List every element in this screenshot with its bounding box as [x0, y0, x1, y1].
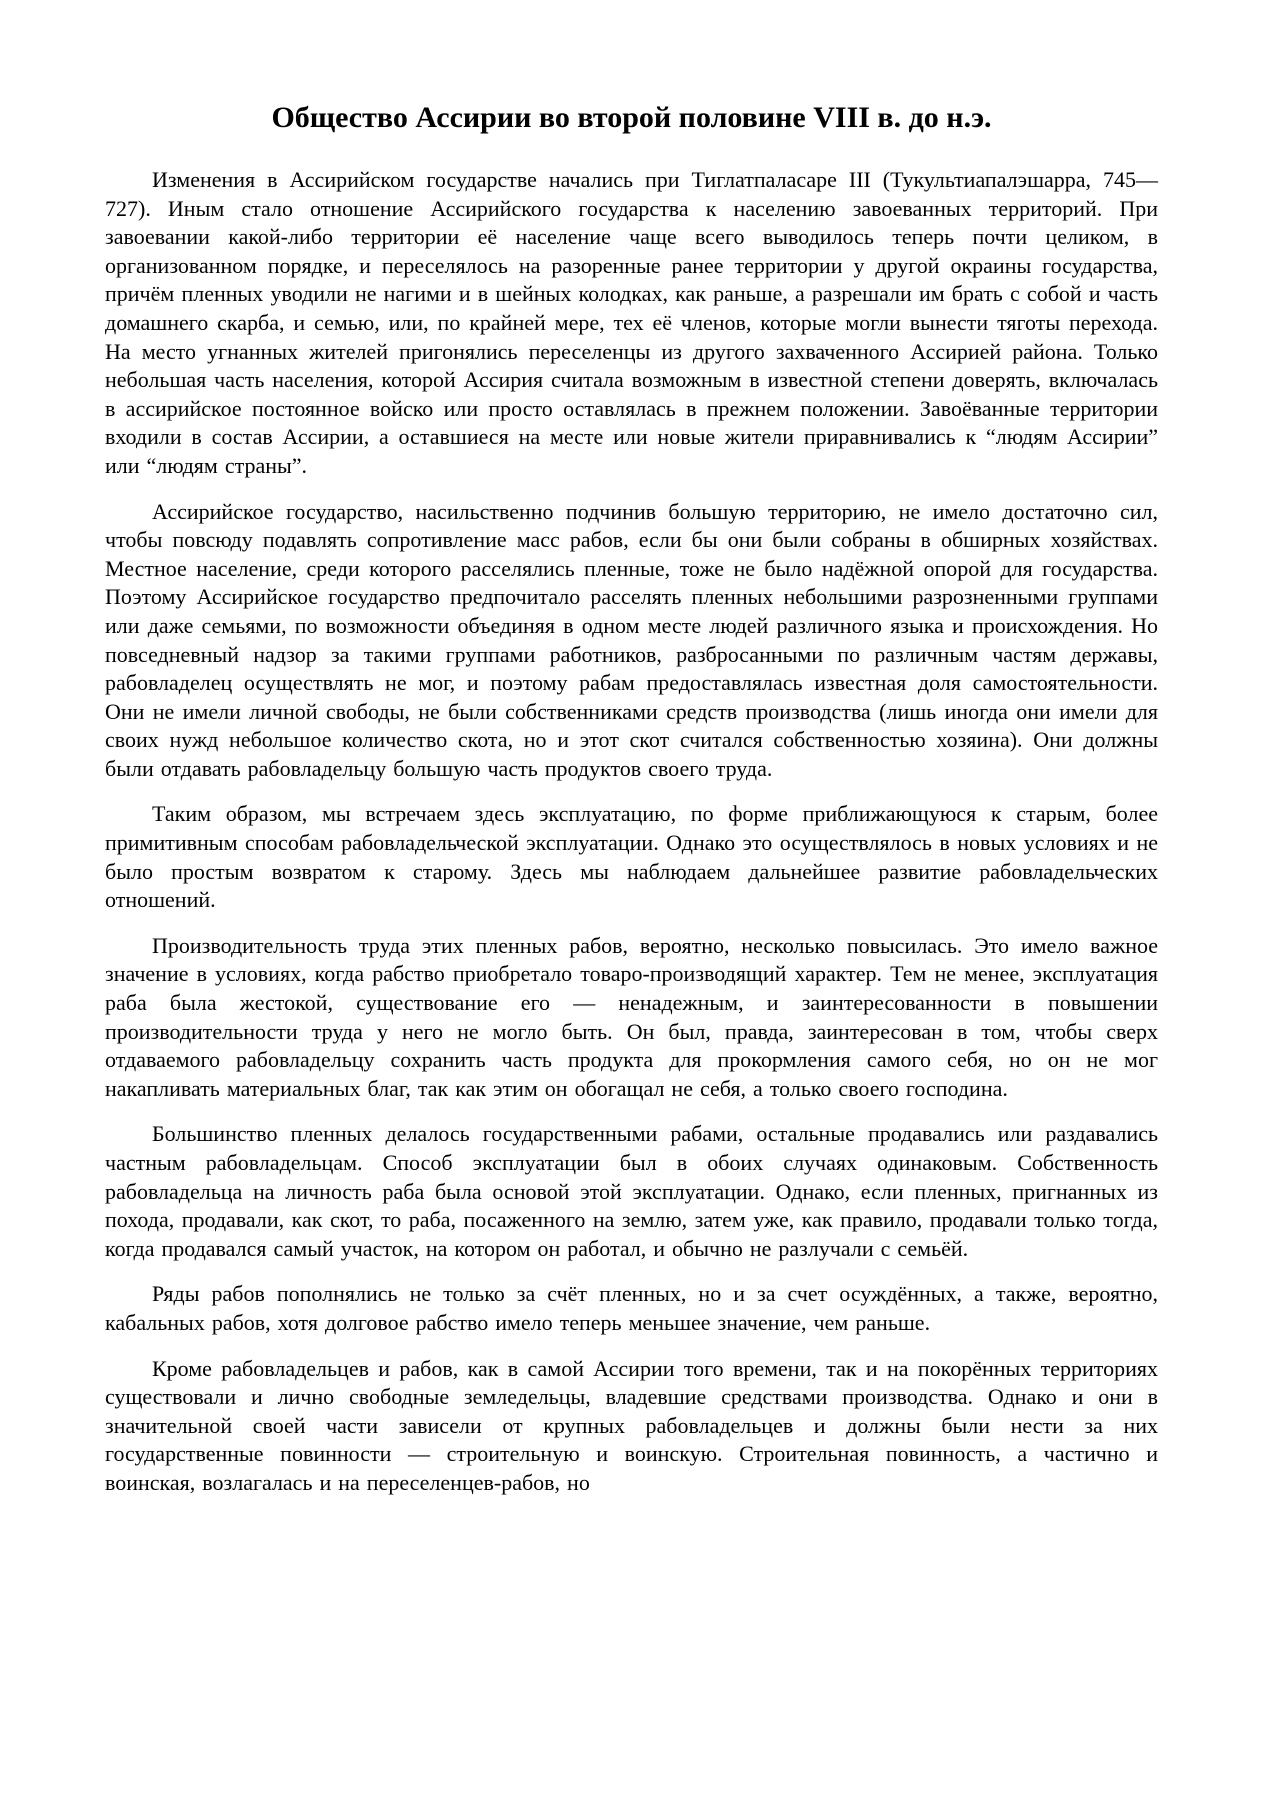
paragraph-4: Производительность труда этих пленных рабов, вероятно, несколько повысилась. Это имело важное значение в условиях, когда рабство приобретало товаро-производящий характер. Тем не менее, эксплуатация раба была жестокой, существование его — ненадежным, и заинтересованности в повышении производительности труда у него не могло быть. Он был, правда, заинтересован в том, чтобы сверх отдаваемого рабовладельцу сохранить часть продукта для прокормления самого себя, но он не мог накапливать материальных благ, так как этим он обогащал не себя, а только своего господина.	[105, 932, 1158, 1101]
paragraph-5: Большинство пленных делалось государственными рабами, остальные продавались или раздавались частным рабовладельцам. Способ эксплуатации был в обоих случаях одинаковым. Собственность рабовладельца на личность раба была основой этой эксплуатации. Однако, если пленных, пригнанных из похода, продавали, как скот, то раба, посаженного на землю, затем уже, как правило, продавали только тогда, когда продавался самый участок, на котором он работал, и обычно не разлучали с семьёй.	[105, 1121, 1158, 1261]
paragraph-2: Ассирийское государство, насильственно подчинив большую территорию, не имело достаточно сил, чтобы повсюду подавлять сопротивление масс рабов, если бы они были собраны в обширных хозяйствах. Местное население, среди которого расселялись пленные, тоже не было надёжной опорой для государства. Поэтому Ассирийское государство предпочитало расселять пленных небольшими разрозненными группами или даже семьями, по возможности объединяя в одном месте людей различного языка и происхождения. Но повседневный надзор за такими группами работников, разбросанными по различным частям державы, рабовладелец осуществлять не мог, и поэтому рабам предоставлялась известная доля самостоятельности. Они не имели личной свободы, не были собственниками средств производства (лишь иногда они имели для своих нужд небольшое количество скота, но и этот скот считался собственностью хозяина). Они должны были отдавать рабовладельцу большую часть продуктов своего труда.	[105, 498, 1158, 781]
paragraph-1: Изменения в Ассирийском государстве начались при Тиглатпаласаре III (Тукультиапалэшарра, 745—727). Иным стало отношение Ассирийского государства к населению завоеванных территорий. При завоевании какой-либо территории её население чаще всего выводилось теперь почти целиком, в организованном порядке, и переселялось на разоренные ранее территории у другой окраины государства, причём пленных уводили не нагими и в шейных колодках, как раньше, а разрешали им брать с собой и часть домашнего скарба, и семью, или, по крайней мере, тех её членов, которые могли вынести тяготы перехода. На место угнанных жителей пригонялись переселенцы из другого захваченного Ассирией района. Только небольшая часть населения, которой Ассирия считала возможным в известной степени доверять, включалась в ассирийское постоянное войско или просто оставлялась в прежнем положении. Завоёванные территории входили в состав Ассирии, а оставшиеся на месте или новые жители приравнивались к “людям Ассирии” или “людям страны”.	[105, 167, 1158, 478]
paragraph-7: Кроме рабовладельцев и рабов, как в самой Ассирии того времени, так и на покорённых территориях существовали и лично свободные земледельцы, владевшие средствами производства. Однако и они в значительной своей части зависели от крупных рабовладельцев и должны были нести за них государственные повинности — строительную и воинскую. Строительная повинность, а частично и воинская, возлагалась и на переселенцев-рабов, но	[105, 1355, 1158, 1495]
document-title: Общество Ассирии во второй половине VIII в. до н.э.	[271, 101, 992, 134]
paragraph-6: Ряды рабов пополнялись не только за счёт пленных, но и за счет осуждённых, а также, вероятно, кабальных рабов, хотя долговое рабство имело теперь меньшее значение, чем раньше.	[105, 1281, 1158, 1335]
paragraph-3: Таким образом, мы встречаем здесь эксплуатацию, по форме приближающуюся к старым, более примитивным способам рабовладельческой эксплуатации. Однако это осуществлялось в новых условиях и не было простым возвратом к старому. Здесь мы наблюдаем дальнейшее развитие рабовладельческих отношений.	[105, 801, 1158, 913]
